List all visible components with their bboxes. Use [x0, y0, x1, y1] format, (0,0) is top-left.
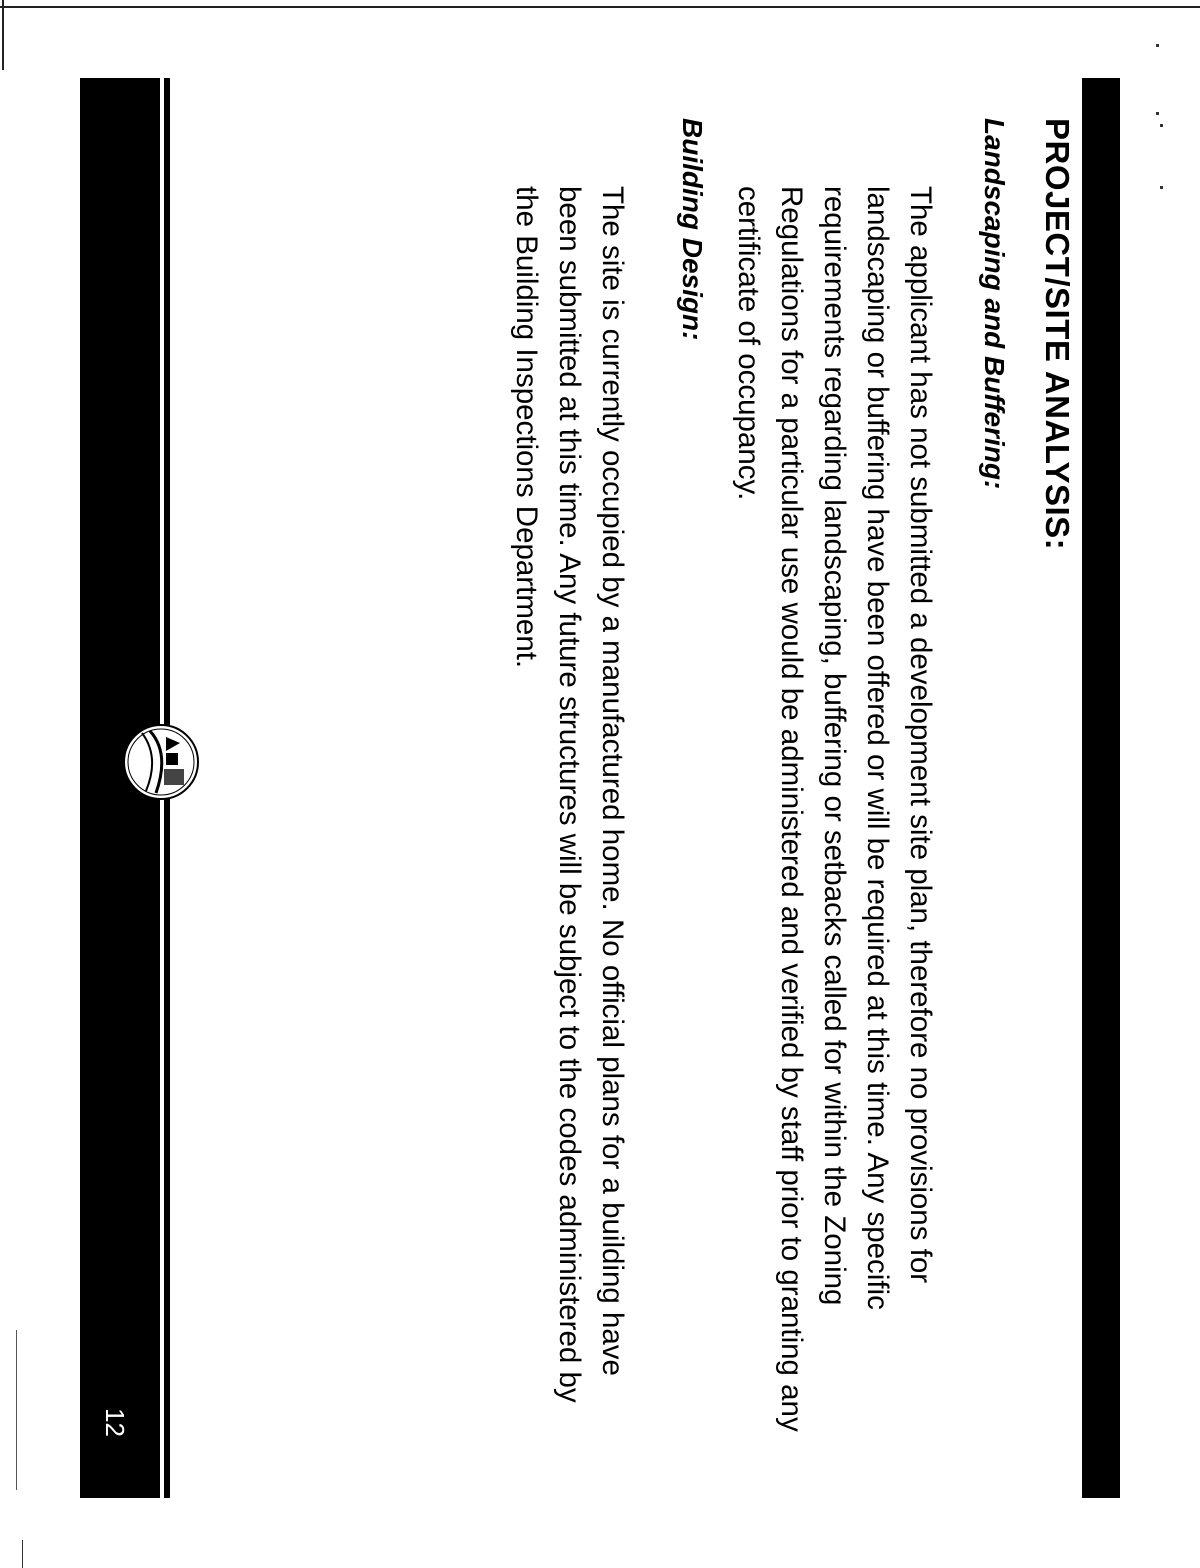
scan-speck	[1156, 44, 1159, 47]
section-heading: PROJECT/SITE ANALYSIS:	[1039, 118, 1076, 551]
scan-speck	[1156, 112, 1159, 115]
landscaping-heading: Landscaping and Buffering:	[979, 118, 1010, 490]
county-seal-logo	[122, 723, 200, 801]
scan-edge-left-bottom	[22, 1540, 23, 1568]
building-design-heading: Building Design:	[677, 118, 708, 341]
slide	[80, 78, 1120, 1498]
scan-speck	[1160, 124, 1163, 127]
scan-speck	[1160, 186, 1163, 189]
slide-content	[80, 78, 1120, 1498]
header-bar	[1082, 78, 1120, 1498]
page-number: 12	[100, 1408, 130, 1437]
landscaping-paragraph: The applicant has not submitted a development site plan, therefore no provisions for landscaping or buffering have been offered or will be required at this time. Any specific requirements regarding landscaping, buffering or setbacks called for within the Zoning Regulations for a particular use would be administered and verified by staff prior to granting any certificate of occupancy.	[732, 186, 937, 1432]
scan-edge-top	[0, 6, 1200, 8]
scan-edge-left-lower	[16, 1330, 17, 1490]
building-design-paragraph: The site is currently occupied by a manufactured home. No official plans for a building have been submitted at this time. Any future structures will be subject to the codes administered by the Building Inspections Department.	[510, 186, 629, 1403]
scan-edge-left	[2, 0, 4, 70]
